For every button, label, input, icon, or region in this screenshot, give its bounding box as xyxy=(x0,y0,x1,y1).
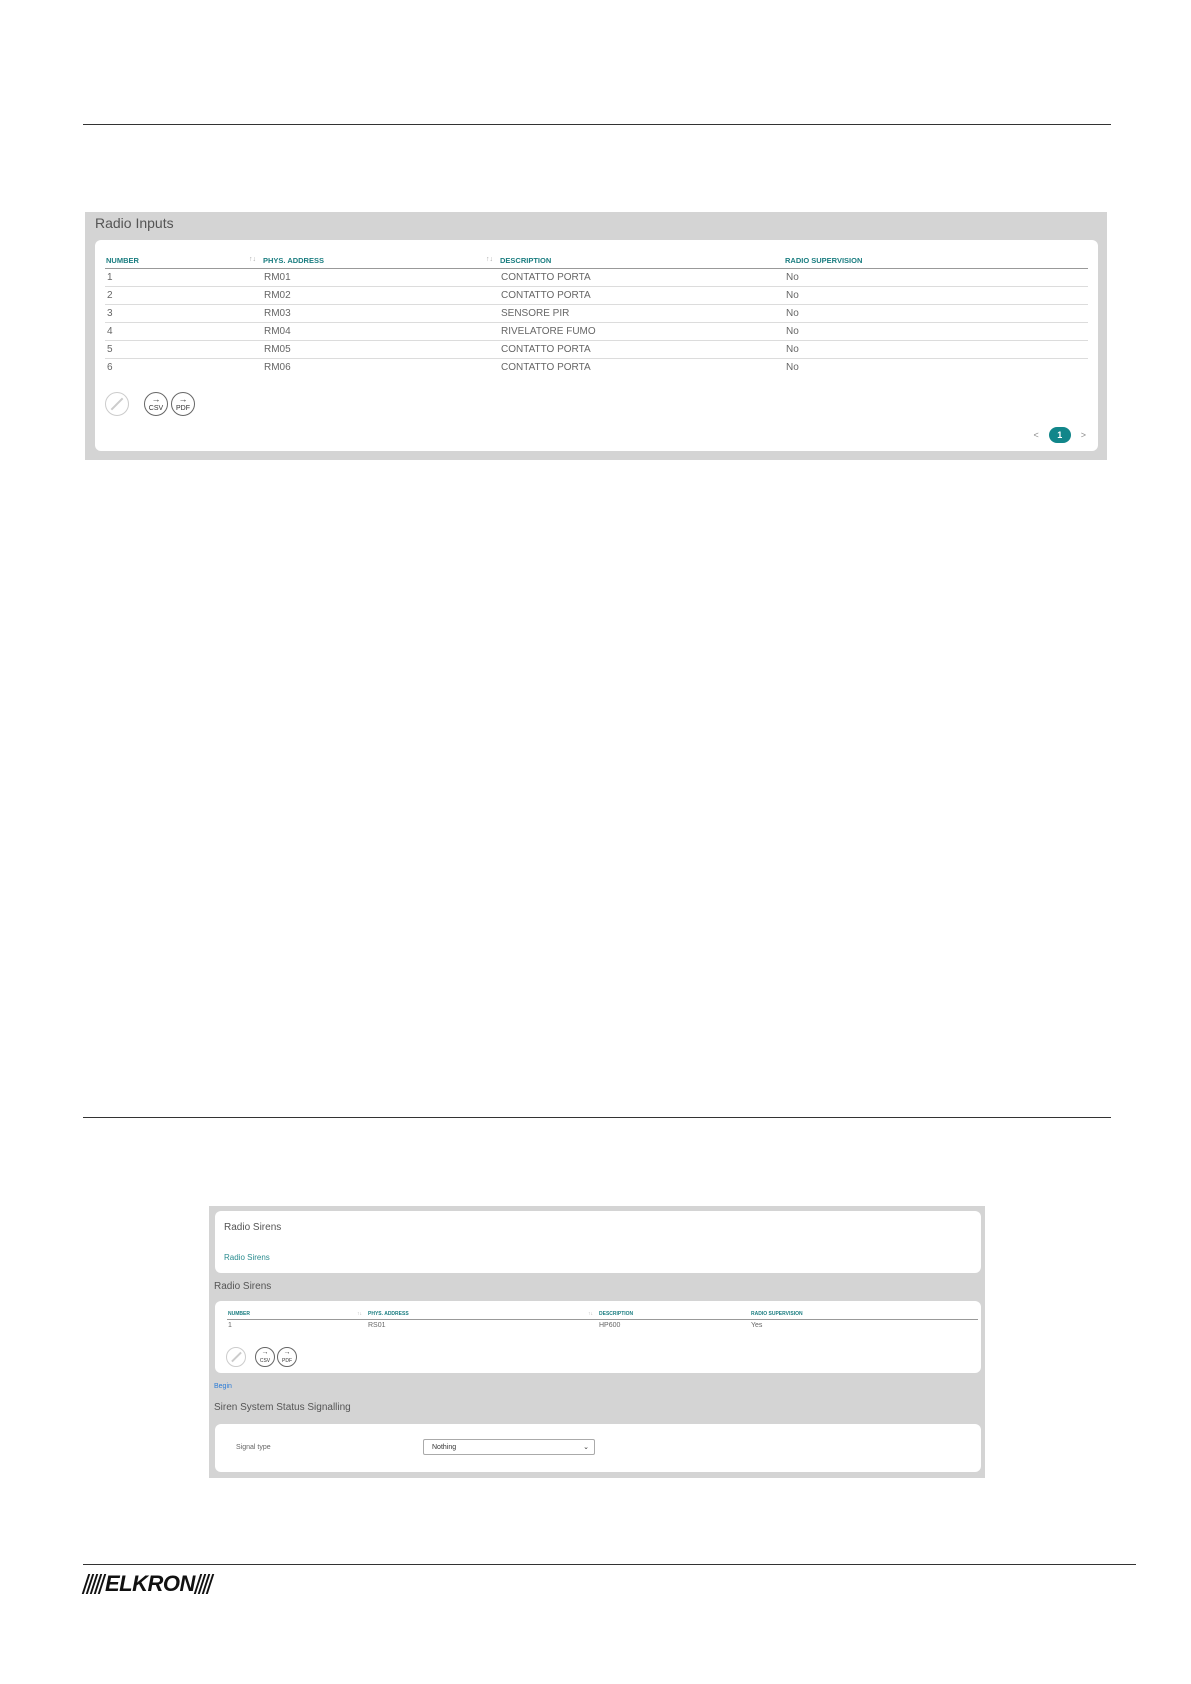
export-csv-button[interactable]: → CSV xyxy=(144,392,168,416)
arrow-icon: → xyxy=(151,394,161,404)
edit-disabled-button[interactable] xyxy=(226,1347,246,1367)
table-row[interactable]: 1 RS01 HP600 Yes xyxy=(228,1322,763,1329)
col-number-header[interactable]: NUMBER ↑↓ xyxy=(227,1310,367,1320)
top-rule xyxy=(83,124,1111,125)
logo-bars-right xyxy=(197,1574,211,1594)
col-phys-address-header[interactable]: PHYS. ADDRESS ↑↓ xyxy=(262,254,499,269)
disabled-icon xyxy=(231,1352,242,1363)
col-description-header[interactable]: DESCRIPTION xyxy=(598,1310,750,1320)
radio-sirens-section-title: Radio Sirens xyxy=(214,1281,272,1292)
col-number-header[interactable]: NUMBER ↑↓ xyxy=(105,254,262,269)
radio-sirens-table-panel xyxy=(215,1301,981,1373)
export-csv-button[interactable]: → CSV xyxy=(255,1347,275,1367)
radio-inputs-screenshot xyxy=(85,212,1107,460)
chevron-down-icon: ⌄ xyxy=(583,1444,589,1451)
sort-icon[interactable]: ↑↓ xyxy=(249,256,256,263)
table-row[interactable]: 5 RM05 CONTATTO PORTA No xyxy=(105,341,1088,359)
arrow-icon: → xyxy=(178,394,188,404)
elkron-logo: ELKRON xyxy=(85,1572,213,1596)
sort-icon[interactable]: ↑↓ xyxy=(588,1311,593,1317)
logo-bars-left xyxy=(85,1574,103,1594)
table-row[interactable]: 1 RM01 CONTATTO PORTA No xyxy=(105,269,1088,287)
table-row[interactable]: 4 RM04 RIVELATORE FUMO No xyxy=(105,323,1088,341)
disabled-icon xyxy=(111,398,124,411)
radio-sirens-header-title: Radio Sirens xyxy=(224,1222,282,1233)
siren-status-panel xyxy=(215,1424,981,1472)
radio-sirens-table xyxy=(227,1310,978,1332)
sort-icon[interactable]: ↑↓ xyxy=(357,1311,362,1317)
col-description-header[interactable]: DESCRIPTION xyxy=(499,254,784,269)
table-row[interactable]: 6 RM06 CONTATTO PORTA No xyxy=(107,361,799,373)
middle-rule xyxy=(83,1117,1111,1118)
sort-icon[interactable]: ↑↓ xyxy=(486,256,493,263)
edit-disabled-button[interactable] xyxy=(105,392,129,416)
signal-type-label: Signal type xyxy=(236,1444,271,1451)
table-row[interactable]: 3 RM03 SENSORE PIR No xyxy=(105,305,1088,323)
current-page-button[interactable]: 1 xyxy=(1049,427,1071,443)
radio-sirens-header-panel xyxy=(215,1211,981,1273)
table-row[interactable]: 2 RM02 CONTATTO PORTA No xyxy=(105,287,1088,305)
export-pdf-button[interactable]: → PDF xyxy=(171,392,195,416)
begin-link[interactable]: Begin xyxy=(214,1383,232,1390)
col-radio-supervision-header[interactable]: RADIO SUPERVISION xyxy=(750,1310,978,1320)
radio-inputs-table xyxy=(105,254,1088,376)
radio-inputs-title: Radio Inputs xyxy=(95,215,174,231)
next-page-button[interactable]: > xyxy=(1080,430,1086,440)
prev-page-button[interactable]: < xyxy=(1033,430,1039,440)
col-radio-supervision-header[interactable]: RADIO SUPERVISION xyxy=(784,254,1088,269)
radio-inputs-panel xyxy=(95,240,1098,451)
radio-sirens-screenshot xyxy=(209,1206,985,1478)
signal-type-select[interactable]: Nothing ⌄ xyxy=(423,1439,595,1455)
pagination xyxy=(1033,427,1086,443)
arrow-icon: → xyxy=(283,1349,291,1356)
radio-sirens-link[interactable]: Radio Sirens xyxy=(224,1253,270,1262)
footer-rule xyxy=(83,1564,1136,1565)
arrow-icon: → xyxy=(261,1349,269,1356)
export-pdf-button[interactable]: → PDF xyxy=(277,1347,297,1367)
siren-status-title: Siren System Status Signalling xyxy=(214,1402,351,1413)
col-phys-address-header[interactable]: PHYS. ADDRESS ↑↓ xyxy=(367,1310,598,1320)
